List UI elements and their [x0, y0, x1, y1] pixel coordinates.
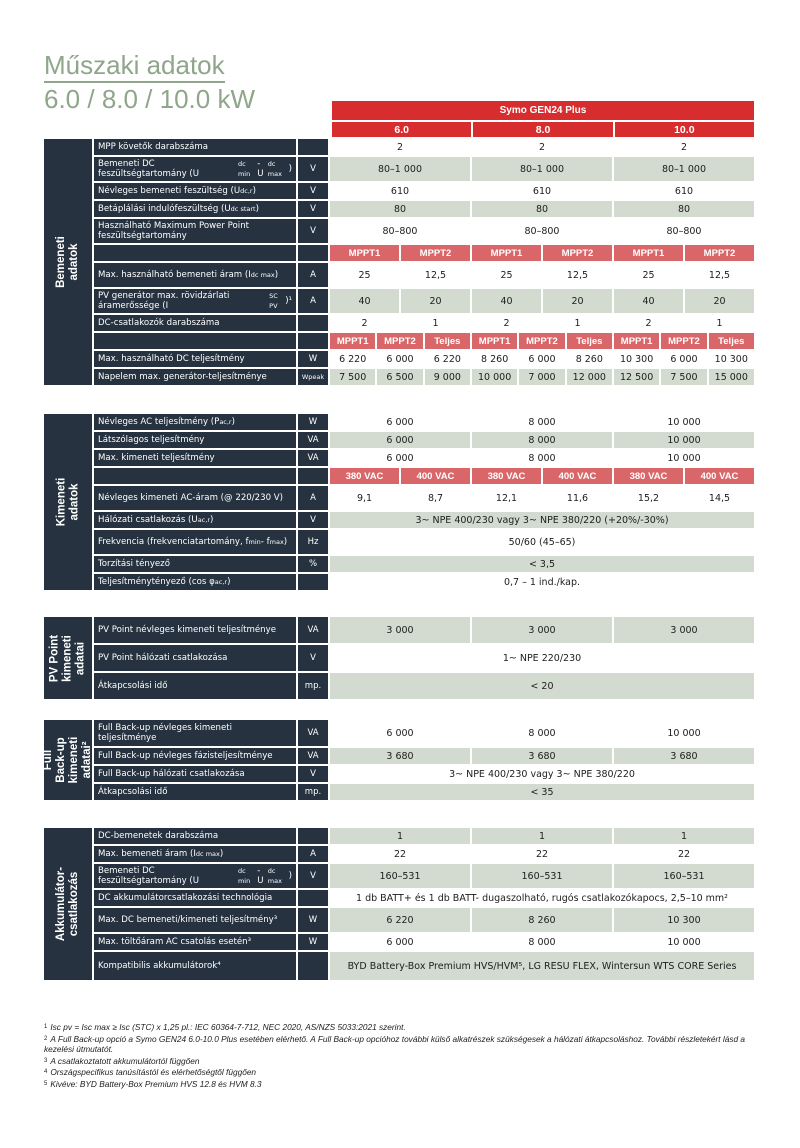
row-unit: A — [298, 289, 328, 313]
value-cell: 6 220 — [330, 351, 375, 367]
section-label-text: Akkumulátor-csatlakozás — [55, 866, 80, 942]
value-cell: MPPT1 — [472, 333, 517, 349]
value-cell: 2 — [330, 315, 399, 331]
footnotes — [44, 1022, 764, 1090]
table-row — [94, 369, 754, 385]
row-unit: A — [298, 846, 328, 862]
row-label: DC-bemenetek darabszáma — [94, 828, 296, 844]
value-cell: 80 — [614, 201, 754, 217]
row-label: Névleges AC teljesítmény (P ac,r ) — [94, 414, 296, 430]
value-cell: 1 — [401, 315, 470, 331]
row-unit: W — [298, 934, 328, 950]
table-row — [94, 245, 754, 261]
value-cell: 15 000 — [709, 369, 754, 385]
table-row — [94, 828, 754, 844]
value-cell: < 20 — [330, 673, 754, 699]
row-label: MPP követők darabszáma — [94, 139, 296, 155]
value-cell: MPPT1 — [330, 333, 375, 349]
value-cell: 20 — [685, 289, 754, 313]
value-cell: 1 — [685, 315, 754, 331]
value-cell: 2 — [614, 315, 683, 331]
table-row — [94, 333, 754, 349]
table-row — [94, 952, 754, 980]
value-cell: BYD Battery-Box Premium HVS/HVM⁵, LG RESU FLEX, Wintersun WTS CORE Series — [330, 952, 754, 980]
row-unit: V — [298, 864, 328, 888]
row-label: Max. DC bemeneti/kimeneti teljesítmény³ — [94, 908, 296, 932]
row-label: Bemeneti DC feszültségtartomány (U dc min - U dc max ) — [94, 864, 296, 888]
row-unit — [298, 139, 328, 155]
value-cell: 3 680 — [472, 748, 612, 764]
section-label — [44, 828, 92, 980]
value-cell: 6 000 — [330, 450, 470, 466]
table-row — [94, 846, 754, 862]
value-cell: 7 500 — [661, 369, 706, 385]
footnote: $^3$ A csatlakoztatott akkumulátortól függően — [44, 1055, 200, 1066]
table-row — [94, 414, 754, 430]
value-cell: 0,7 – 1 ind./kap. — [330, 574, 754, 590]
value-cell: 22 — [472, 846, 612, 862]
value-cell: MPPT2 — [543, 245, 612, 261]
value-cell: MPPT1 — [330, 245, 399, 261]
value-cell: 6 500 — [377, 369, 422, 385]
product-header: Symo GEN24 Plus — [332, 101, 754, 120]
row-label: Átkapcsolási idő — [94, 784, 296, 800]
row-label: Napelem max. generátor-teljesítménye — [94, 369, 296, 385]
model-header: 8.0 — [473, 122, 612, 137]
row-label: Betáplálási indulófeszültség (U dc start ) — [94, 201, 296, 217]
value-cell: 12,5 — [543, 263, 612, 287]
footnote: $^1$ Isc pv = Isc max ≥ Isc (STC) x 1,25 pl.: IEC 60364-7-712, NEC 2020, AS/NZS 5033:2021 szerint. — [44, 1022, 406, 1032]
value-cell: 3 680 — [330, 748, 470, 764]
value-cell: MPPT2 — [377, 333, 422, 349]
row-label: Hálózati csatlakozás (U ac,r ) — [94, 512, 296, 528]
value-cell: 380 VAC — [614, 468, 683, 484]
value-cell: 25 — [472, 263, 541, 287]
table-row — [94, 157, 754, 181]
value-cell: 6 000 — [330, 432, 470, 448]
table-row — [94, 530, 754, 554]
value-cell: MPPT2 — [401, 245, 470, 261]
value-cell: 10 000 — [614, 432, 754, 448]
row-unit — [298, 468, 328, 484]
page-title — [44, 50, 255, 114]
value-cell: 380 VAC — [472, 468, 541, 484]
row-unit: W — [298, 908, 328, 932]
table-row — [94, 673, 754, 699]
row-unit — [298, 245, 328, 261]
value-cell: 80–800 — [330, 219, 470, 243]
value-cell: 15,2 — [614, 486, 683, 510]
table-row — [94, 219, 754, 243]
row-label: Bemeneti DC feszültségtartomány (U dc min - U dc max ) — [94, 157, 296, 181]
value-cell: 3 000 — [614, 617, 754, 643]
table-row — [94, 908, 754, 932]
section-output — [44, 414, 754, 590]
value-cell: 8 000 — [472, 432, 612, 448]
value-cell: 8 000 — [472, 934, 612, 950]
row-unit: V — [298, 183, 328, 199]
row-label: Kompatibilis akkumulátorok⁴ — [94, 952, 296, 980]
value-cell: 10 300 — [614, 351, 659, 367]
value-cell: 610 — [330, 183, 470, 199]
row-unit: V — [298, 201, 328, 217]
value-cell: 12,5 — [685, 263, 754, 287]
table-row — [94, 351, 754, 367]
value-cell: 6 220 — [330, 908, 470, 932]
value-cell: 610 — [614, 183, 754, 199]
value-cell: 9,1 — [330, 486, 399, 510]
row-label: Max. kimeneti teljesítmény — [94, 450, 296, 466]
value-cell: 3 000 — [472, 617, 612, 643]
value-cell: 2 — [472, 139, 612, 155]
value-cell: 610 — [472, 183, 612, 199]
value-cell: 8 000 — [472, 720, 612, 746]
row-label: Full Back-up névleges kimeneti teljesítménye — [94, 720, 296, 746]
section-label — [44, 139, 92, 385]
value-cell: 6 220 — [425, 351, 470, 367]
row-unit: mp. — [298, 673, 328, 699]
value-cell: 6 000 — [377, 351, 422, 367]
table-row — [94, 486, 754, 510]
value-cell: 12,5 — [401, 263, 470, 287]
value-cell: 10 000 — [614, 450, 754, 466]
value-cell: < 35 — [330, 784, 754, 800]
value-cell: 400 VAC — [401, 468, 470, 484]
section-label-text: Full Back-up kimeneti adatai² — [42, 736, 93, 784]
value-cell: MPPT2 — [685, 245, 754, 261]
section-label-text: Bemeneti adatok — [55, 236, 80, 288]
row-label: PV Point névleges kimeneti teljesítménye — [94, 617, 296, 643]
value-cell: MPPT2 — [519, 333, 564, 349]
row-label — [94, 333, 296, 349]
row-label: Átkapcsolási idő — [94, 673, 296, 699]
table-row — [94, 468, 754, 484]
row-unit: V — [298, 512, 328, 528]
row-label: Látszólagos teljesítmény — [94, 432, 296, 448]
table-row — [94, 139, 754, 155]
row-label — [94, 468, 296, 484]
row-label: Full Back-up hálózati csatlakozása — [94, 766, 296, 782]
model-header-row — [332, 122, 754, 137]
row-label: Max. töltőáram AC csatolás esetén³ — [94, 934, 296, 950]
table-row — [94, 263, 754, 287]
row-unit: Wpeak — [298, 369, 328, 385]
table-row — [94, 645, 754, 671]
row-unit: VA — [298, 432, 328, 448]
table-row — [94, 315, 754, 331]
row-unit: V — [298, 157, 328, 181]
row-unit: V — [298, 766, 328, 782]
value-cell: 8,7 — [401, 486, 470, 510]
value-cell: 2 — [614, 139, 754, 155]
row-unit: VA — [298, 720, 328, 746]
value-cell: 80–800 — [472, 219, 612, 243]
table-row — [94, 556, 754, 572]
value-cell: 10 000 — [614, 720, 754, 746]
value-cell: 2 — [330, 139, 470, 155]
value-cell: 6 000 — [330, 720, 470, 746]
row-label: Torzítási tényező — [94, 556, 296, 572]
value-cell: 10 000 — [614, 934, 754, 950]
table-row — [94, 748, 754, 764]
value-cell: 1 — [472, 828, 612, 844]
value-cell: 80–1 000 — [614, 157, 754, 181]
section-label-text: Kimeneti adatok — [55, 477, 81, 527]
value-cell: MPPT2 — [661, 333, 706, 349]
value-cell: MPPT1 — [472, 245, 541, 261]
value-cell: 1 — [543, 315, 612, 331]
row-unit — [298, 333, 328, 349]
row-unit: VA — [298, 617, 328, 643]
value-cell: 8 000 — [472, 414, 612, 430]
row-label: Teljesítménytényező (cos φ ac,r ) — [94, 574, 296, 590]
row-label: Frekvencia (frekvenciatartomány, f min - f max ) — [94, 530, 296, 554]
row-label: DC-csatlakozók darabszáma — [94, 315, 296, 331]
value-cell: 20 — [543, 289, 612, 313]
value-cell: 160–531 — [472, 864, 612, 888]
value-cell: 8 260 — [472, 351, 517, 367]
value-cell: 50/60 (45–65) — [330, 530, 754, 554]
value-cell: 3~ NPE 400/230 vagy 3~ NPE 380/220 — [330, 766, 754, 782]
value-cell: Teljes — [425, 333, 470, 349]
value-cell: 3 680 — [614, 748, 754, 764]
value-cell: Teljes — [709, 333, 754, 349]
table-row — [94, 574, 754, 590]
value-cell: 20 — [401, 289, 470, 313]
value-cell: 8 260 — [472, 908, 612, 932]
value-cell: 6 000 — [661, 351, 706, 367]
value-cell: 3 000 — [330, 617, 470, 643]
table-row — [94, 720, 754, 746]
table-row — [94, 450, 754, 466]
section-label-text: PV Point kimeneti adatai — [48, 634, 87, 682]
section-battery — [44, 828, 754, 980]
value-cell: 10 300 — [614, 908, 754, 932]
row-unit — [298, 574, 328, 590]
value-cell: 22 — [330, 846, 470, 862]
value-cell: 22 — [614, 846, 754, 862]
value-cell: 80–1 000 — [472, 157, 612, 181]
row-label: Max. bemeneti áram (I dc max ) — [94, 846, 296, 862]
row-unit: VA — [298, 748, 328, 764]
value-cell: 3~ NPE 400/230 vagy 3~ NPE 380/220 (+20%/-30%) — [330, 512, 754, 528]
row-label: PV generátor max. rövidzárlati áramerőssége (I SC PV )¹ — [94, 289, 296, 313]
value-cell: 40 — [472, 289, 541, 313]
value-cell: MPPT1 — [614, 333, 659, 349]
table-row — [94, 512, 754, 528]
value-cell: 7 500 — [330, 369, 375, 385]
section-label — [44, 617, 92, 699]
row-unit: W — [298, 351, 328, 367]
table-row — [94, 183, 754, 199]
row-label: Használható Maximum Power Point feszültségtartomány — [94, 219, 296, 243]
value-cell: 10 000 — [472, 369, 517, 385]
table-row — [94, 890, 754, 906]
section-backup — [44, 720, 754, 800]
row-unit — [298, 315, 328, 331]
row-unit — [298, 828, 328, 844]
value-cell: 25 — [614, 263, 683, 287]
row-label: Névleges bemeneti feszültség (U dc,r ) — [94, 183, 296, 199]
row-label — [94, 245, 296, 261]
row-label: PV Point hálózati csatlakozása — [94, 645, 296, 671]
footnote: $^4$ Országspecifikus tanúsítástól és elérhetőségtől függően — [44, 1067, 257, 1077]
value-cell: 1 — [330, 828, 470, 844]
value-cell: 1 — [614, 828, 754, 844]
table-row — [94, 201, 754, 217]
value-cell: 8 000 — [472, 450, 612, 466]
table-row — [94, 864, 754, 888]
title-line-2: 6.0 / 8.0 / 10.0 kW — [44, 84, 255, 114]
value-cell: 12,1 — [472, 486, 541, 510]
value-cell: < 3,5 — [330, 556, 754, 572]
value-cell: 9 000 — [425, 369, 470, 385]
table-row — [94, 766, 754, 782]
value-cell: 40 — [614, 289, 683, 313]
value-cell: 25 — [330, 263, 399, 287]
value-cell: 40 — [330, 289, 399, 313]
value-cell: 80 — [330, 201, 470, 217]
value-cell: 160–531 — [330, 864, 470, 888]
table-row — [94, 617, 754, 643]
row-unit: Hz — [298, 530, 328, 554]
value-cell: 12 500 — [614, 369, 659, 385]
footnote: $^5$ Kivéve: BYD Battery-Box Premium HVS 12.8 és HVM 8.3 — [44, 1078, 262, 1089]
value-cell: 380 VAC — [330, 468, 399, 484]
row-unit: W — [298, 414, 328, 430]
value-cell: 160–531 — [614, 864, 754, 888]
value-cell: 6 000 — [519, 351, 564, 367]
value-cell: 80–1 000 — [330, 157, 470, 181]
row-label: Full Back-up névleges fázisteljesítménye — [94, 748, 296, 764]
table-row — [94, 934, 754, 950]
row-unit: A — [298, 486, 328, 510]
section-label — [44, 720, 92, 800]
row-label: Max. használható DC teljesítmény — [94, 351, 296, 367]
footnote: $^2$ A Full Back-up opció a Symo GEN24 6.0-10.0 Plus esetében elérhető. A Full Back-up opcióhoz további külső alkatrészek szükségesek a hálózati átkapcsoláshoz. További részletekért lásd a kezelési útmutatót. — [44, 1033, 746, 1054]
value-cell: 400 VAC — [543, 468, 612, 484]
value-cell: 6 000 — [330, 414, 470, 430]
value-cell: 14,5 — [685, 486, 754, 510]
section-label — [44, 414, 92, 590]
model-header: 6.0 — [332, 122, 471, 137]
row-label: DC akkumulátorcsatlakozási technológia — [94, 890, 296, 906]
value-cell: 6 000 — [330, 934, 470, 950]
table-row — [94, 432, 754, 448]
model-header: 10.0 — [615, 122, 754, 137]
value-cell: 400 VAC — [685, 468, 754, 484]
row-unit: % — [298, 556, 328, 572]
row-unit — [298, 890, 328, 906]
row-unit: VA — [298, 450, 328, 466]
value-cell: Teljes — [567, 333, 612, 349]
row-unit: V — [298, 219, 328, 243]
value-cell: 2 — [472, 315, 541, 331]
row-label: Max. használható bemeneti áram (I dc max ) — [94, 263, 296, 287]
row-unit: mp. — [298, 784, 328, 800]
row-label: Névleges kimeneti AC-áram (@ 220/230 V) — [94, 486, 296, 510]
value-cell: 10 300 — [709, 351, 754, 367]
row-unit: A — [298, 263, 328, 287]
value-cell: 80–800 — [614, 219, 754, 243]
value-cell: 7 000 — [519, 369, 564, 385]
value-cell: 80 — [472, 201, 612, 217]
value-cell: 8 260 — [567, 351, 612, 367]
value-cell: 12 000 — [567, 369, 612, 385]
table-row — [94, 784, 754, 800]
table-row — [94, 289, 754, 313]
value-cell: MPPT1 — [614, 245, 683, 261]
value-cell: 10 000 — [614, 414, 754, 430]
title-line-1: Műszaki adatok — [44, 50, 225, 83]
value-cell: 1 db BATT+ és 1 db BATT- dugaszolható, rugós csatlakozókapocs, 2,5–10 mm² — [330, 890, 754, 906]
value-cell: 1~ NPE 220/230 — [330, 645, 754, 671]
row-unit — [298, 952, 328, 980]
section-pvpoint — [44, 617, 754, 699]
section-input — [44, 139, 754, 385]
row-unit: V — [298, 645, 328, 671]
value-cell: 11,6 — [543, 486, 612, 510]
